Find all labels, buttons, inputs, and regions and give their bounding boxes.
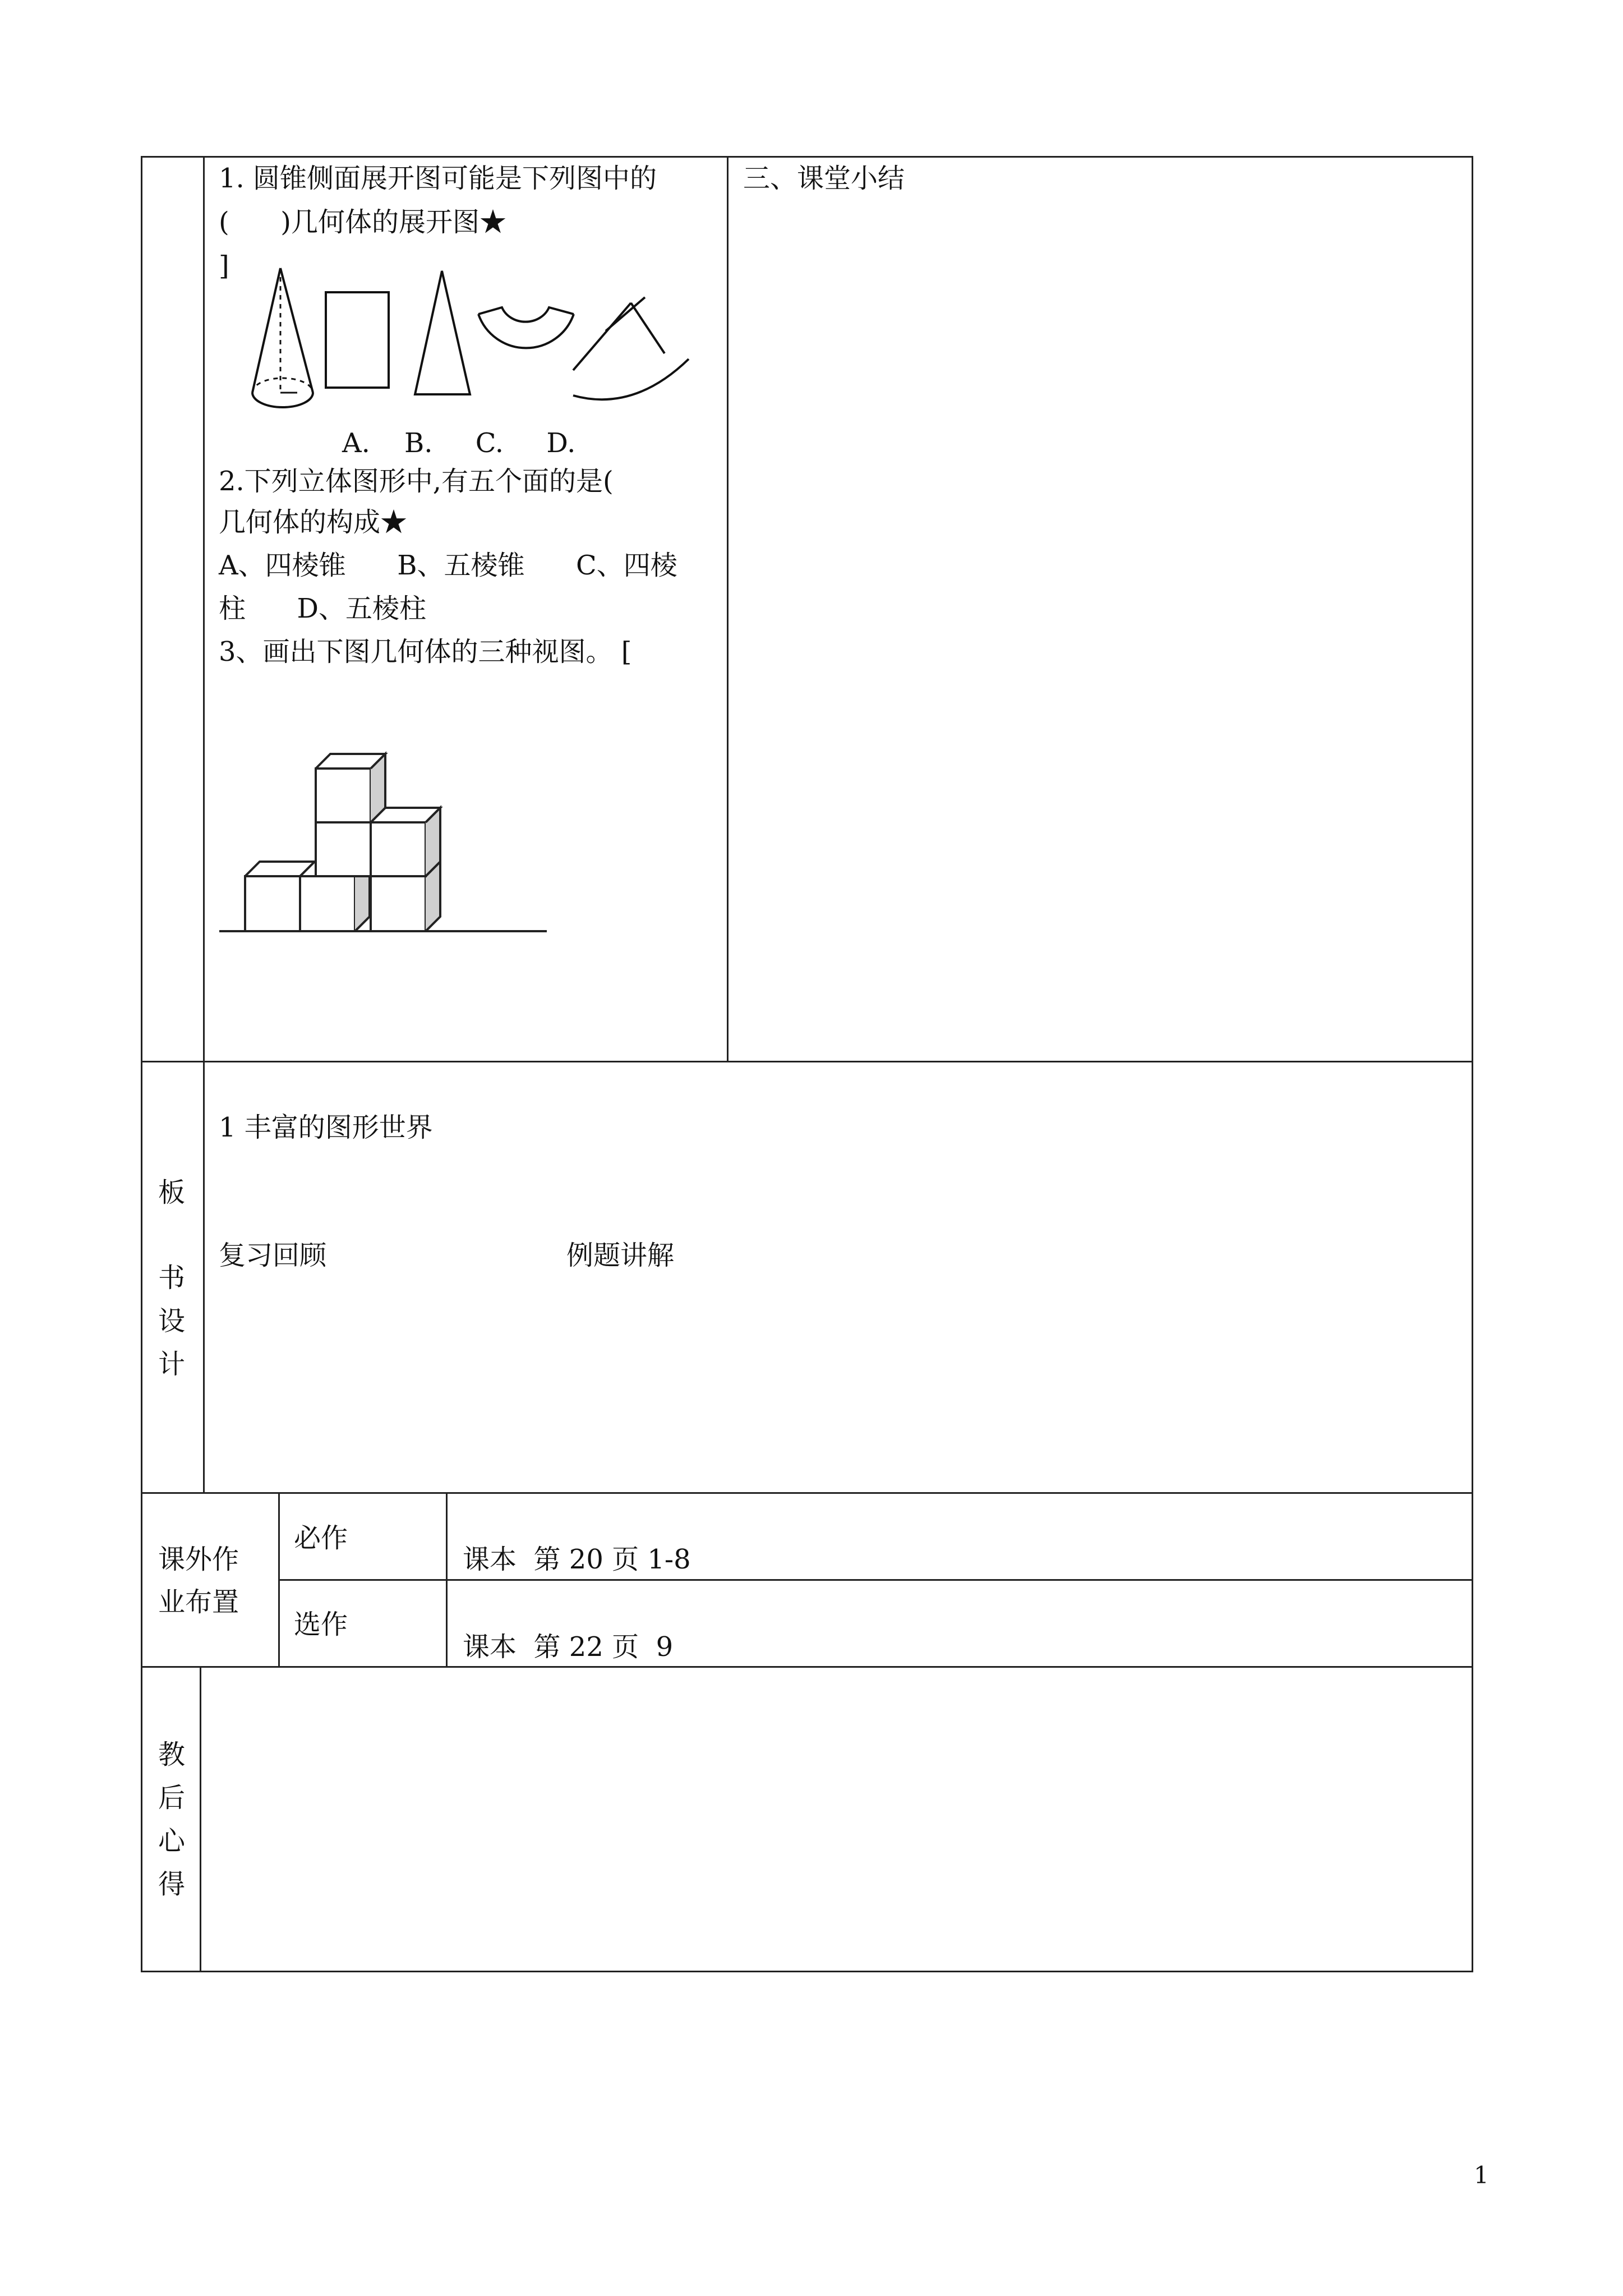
required-label: 必作 — [294, 1522, 348, 1554]
sector-figure — [474, 303, 578, 395]
table-right-border — [1472, 156, 1473, 1972]
board-side-char-2: 书 — [158, 1262, 186, 1294]
homework-label-divider — [278, 1492, 280, 1668]
homework-side-line-2: 业布置 — [158, 1586, 239, 1618]
label-column-divider-bottom — [200, 1666, 201, 1972]
reflection-side-char-4: 得 — [158, 1869, 186, 1900]
label-column-divider-top — [203, 156, 205, 1494]
reflection-side-char-3: 心 — [158, 1825, 186, 1857]
row-divider-1 — [141, 1061, 1473, 1062]
reflection-side-char-2: 后 — [158, 1782, 186, 1814]
board-examples-label: 例题讲解 — [566, 1240, 675, 1271]
board-side-char-3: 设 — [158, 1305, 186, 1337]
arc-figure — [566, 292, 701, 412]
table-left-border — [141, 156, 142, 1972]
homework-inner-divider — [278, 1579, 1473, 1581]
rectangle-figure — [322, 289, 395, 393]
summary-title: 三、课堂小结 — [743, 163, 905, 194]
question-1-line-2: ( )几何体的展开图★ — [219, 206, 507, 238]
question-2-options-line-1: A、四棱锥 B、五棱锥 C、四棱 — [219, 550, 677, 581]
required-text: 课本 第 20 页 1-8 — [463, 1544, 691, 1575]
row-divider-2 — [141, 1492, 1473, 1494]
table-top-border — [141, 156, 1473, 158]
cone-figure — [247, 264, 320, 421]
question-2-line-2: 几何体的构成★ — [219, 507, 408, 538]
row-divider-3 — [141, 1666, 1473, 1668]
question-1-line-1: 1. 圆锥侧面展开图可能是下列图中的 — [219, 163, 657, 194]
board-side-char-1: 板 — [158, 1177, 186, 1208]
question-1-options: A. B. C. D. — [342, 427, 576, 459]
board-side-char-4: 计 — [158, 1349, 186, 1380]
triangle-figure — [409, 266, 477, 401]
optional-label: 选作 — [294, 1609, 348, 1640]
homework-side-line-1: 课外作 — [158, 1544, 239, 1575]
question-1-bracket: ] — [219, 250, 229, 282]
reflection-side-char-1: 教 — [158, 1739, 186, 1770]
question-3: 3、画出下图几何体的三种视图。 [ — [219, 636, 632, 668]
stacked-cubes-figure — [216, 724, 552, 937]
table-bottom-border — [141, 1971, 1473, 1972]
board-review-label: 复习回顾 — [219, 1240, 327, 1271]
exercise-summary-divider — [727, 156, 728, 1062]
question-2-line-1: 2.下列立体图形中,有五个面的是( — [219, 466, 614, 497]
question-2-options-line-2: 柱 D、五棱柱 — [219, 593, 427, 624]
optional-text: 课本 第 22 页 9 — [463, 1631, 674, 1663]
page-number: 1 — [1474, 2161, 1489, 2189]
board-title: 1 丰富的图形世界 — [219, 1112, 433, 1143]
homework-type-divider — [446, 1492, 448, 1668]
